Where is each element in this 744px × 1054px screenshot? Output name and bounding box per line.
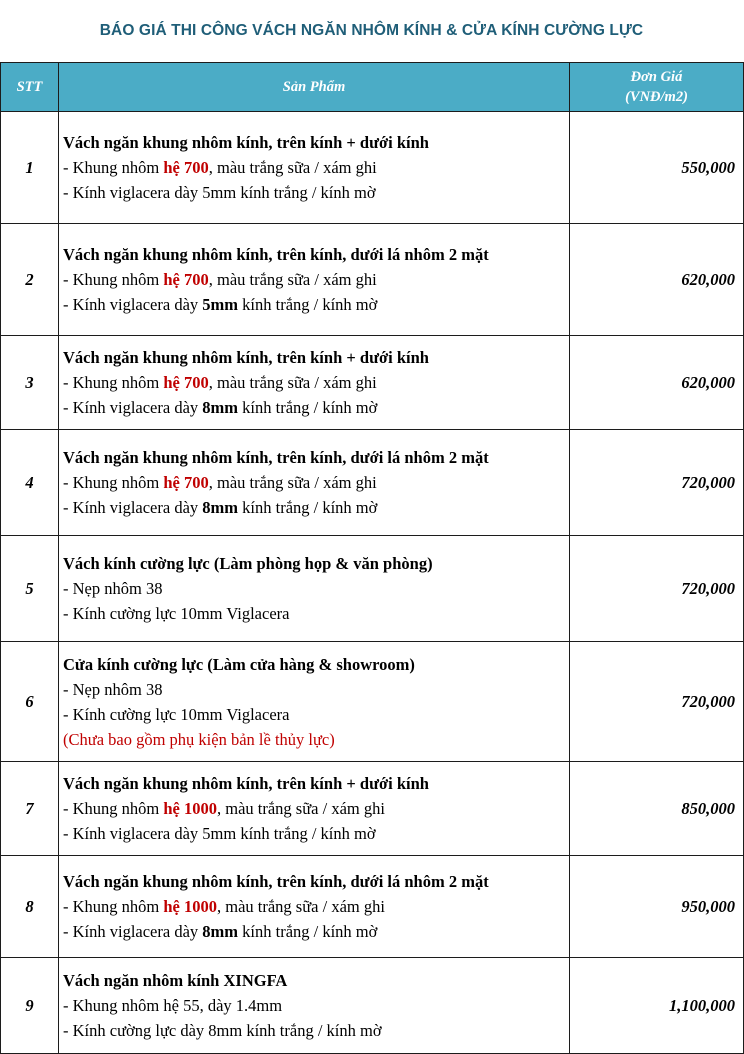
table-row — [1, 642, 744, 762]
product-title: Vách ngăn khung nhôm kính, trên kính + dưới kính — [63, 348, 429, 367]
header-stt: STT — [1, 63, 59, 112]
table-row — [1, 430, 744, 536]
table-row — [1, 958, 744, 1054]
frame-system-highlight: hệ 1000 — [163, 799, 217, 818]
product-title: Vách ngăn khung nhôm kính, trên kính + dưới kính — [63, 133, 429, 152]
row-stt: 3 — [1, 336, 59, 430]
row-product — [59, 642, 570, 762]
row-product — [59, 958, 570, 1054]
product-frame-line: - Khung nhôm hệ 1000, màu trắng sữa / xám ghi — [63, 897, 385, 916]
glass-thickness-bold: 5mm — [202, 295, 239, 314]
row-stt: 4 — [1, 430, 59, 536]
product-frame-line: - Khung nhôm hệ 1000, màu trắng sữa / xám ghi — [63, 799, 385, 818]
product-frame-line: - Khung nhôm hệ 700, màu trắng sữa / xám ghi — [63, 373, 377, 392]
header-price-unit: (VNĐ/m2) — [625, 89, 688, 105]
frame-system-highlight: hệ 700 — [163, 473, 209, 492]
row-stt: 8 — [1, 856, 59, 958]
glass-thickness-bold: 8mm — [202, 498, 239, 517]
row-product — [59, 224, 570, 336]
price-table — [0, 62, 744, 1054]
row-price: 720,000 — [570, 642, 744, 762]
table-row — [1, 112, 744, 224]
row-product — [59, 536, 570, 642]
frame-system-highlight: hệ 1000 — [163, 897, 217, 916]
row-stt: 5 — [1, 536, 59, 642]
glass-thickness-bold: 8mm — [202, 922, 239, 941]
row-stt: 1 — [1, 112, 59, 224]
product-frame-line: - Khung nhôm hệ 700, màu trắng sữa / xám ghi — [63, 158, 377, 177]
row-product — [59, 856, 570, 958]
product-glass-line: - Kính viglacera dày 8mm kính trắng / kính mờ — [63, 398, 378, 417]
product-frame-line: - Khung nhôm hệ 700, màu trắng sữa / xám ghi — [63, 473, 377, 492]
table-row — [1, 224, 744, 336]
row-product — [59, 112, 570, 224]
row-price: 950,000 — [570, 856, 744, 958]
header-product: Sản Phẩm — [59, 63, 570, 112]
product-detail-line: - Kính cường lực 10mm Viglacera — [63, 704, 290, 724]
product-title: Vách ngăn khung nhôm kính, trên kính, dưới lá nhôm 2 mặt — [63, 872, 489, 891]
product-note: (Chưa bao gồm phụ kiện bản lề thủy lực) — [63, 729, 335, 749]
row-price: 620,000 — [570, 336, 744, 430]
product-detail-line: - Kính cường lực dày 8mm kính trắng / kính mờ — [63, 1021, 382, 1040]
product-title: Vách kính cường lực (Làm phòng họp & văn phòng) — [63, 554, 433, 573]
row-stt: 2 — [1, 224, 59, 336]
row-stt: 9 — [1, 958, 59, 1054]
row-price: 1,100,000 — [570, 958, 744, 1054]
product-frame-line: - Khung nhôm hệ 700, màu trắng sữa / xám ghi — [63, 270, 377, 289]
table-header-row — [1, 63, 744, 112]
product-glass-line: - Kính viglacera dày 8mm kính trắng / kính mờ — [63, 922, 378, 941]
table-row — [1, 536, 744, 642]
table-row — [1, 762, 744, 856]
row-price: 620,000 — [570, 224, 744, 336]
glass-thickness-bold: 8mm — [202, 398, 239, 417]
row-product — [59, 430, 570, 536]
product-glass-line: - Kính viglacera dày 5mm kính trắng / kính mờ — [63, 295, 378, 314]
document-title: BÁO GIÁ THI CÔNG VÁCH NGĂN NHÔM KÍNH & CỬA KÍNH CƯỜNG LỰC — [99, 22, 644, 39]
row-price: 550,000 — [570, 112, 744, 224]
product-detail-line: - Khung nhôm hệ 55, dày 1.4mm — [63, 996, 283, 1015]
product-title: Vách ngăn khung nhôm kính, trên kính, dưới lá nhôm 2 mặt — [63, 448, 489, 467]
table-row — [1, 856, 744, 958]
product-detail-line: - Nẹp nhôm 38 — [63, 679, 163, 699]
row-price: 720,000 — [570, 430, 744, 536]
product-glass-line: - Kính viglacera dày 5mm kính trắng / kính mờ — [63, 183, 376, 202]
row-stt: 6 — [1, 642, 59, 762]
row-price: 850,000 — [570, 762, 744, 856]
product-title: Vách ngăn nhôm kính XINGFA — [63, 971, 288, 990]
frame-system-highlight: hệ 700 — [163, 373, 209, 392]
header-price-label: Đơn Giá — [630, 69, 683, 85]
row-stt: 7 — [1, 762, 59, 856]
product-title: Vách ngăn khung nhôm kính, trên kính, dưới lá nhôm 2 mặt — [63, 245, 489, 264]
product-detail-line: - Nẹp nhôm 38 — [63, 579, 163, 598]
row-product — [59, 762, 570, 856]
product-title: Cửa kính cường lực (Làm cửa hàng & showroom) — [63, 654, 415, 674]
header-price — [570, 63, 744, 112]
product-title: Vách ngăn khung nhôm kính, trên kính + dưới kính — [63, 774, 429, 793]
product-glass-line: - Kính viglacera dày 8mm kính trắng / kính mờ — [63, 498, 378, 517]
row-product — [59, 336, 570, 430]
row-price: 720,000 — [570, 536, 744, 642]
frame-system-highlight: hệ 700 — [163, 158, 209, 177]
frame-system-highlight: hệ 700 — [163, 270, 209, 289]
product-glass-line: - Kính viglacera dày 5mm kính trắng / kính mờ — [63, 824, 376, 843]
table-row — [1, 336, 744, 430]
product-detail-line: - Kính cường lực 10mm Viglacera — [63, 604, 290, 623]
